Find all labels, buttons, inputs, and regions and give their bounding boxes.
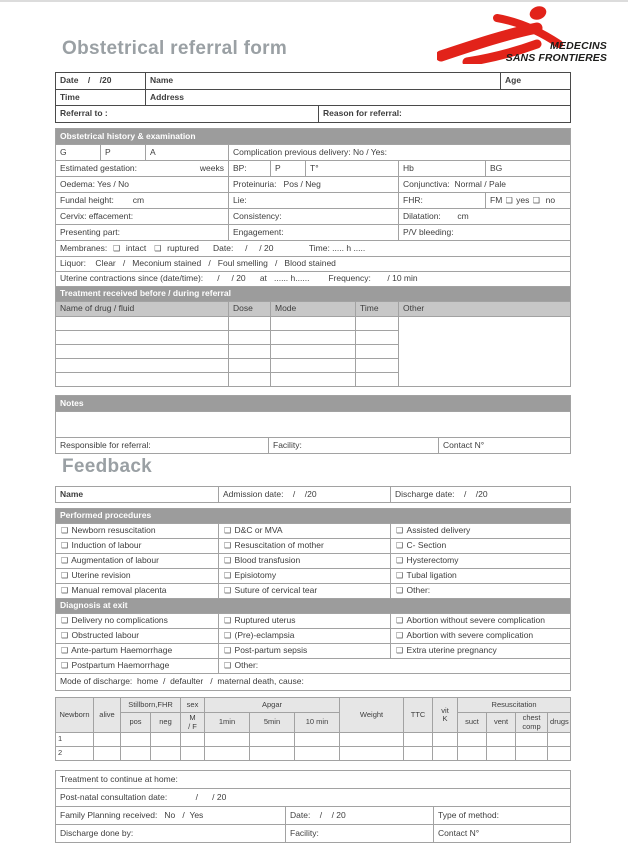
column-header: alive xyxy=(94,698,121,733)
table-cell: Admission date: / /20 xyxy=(219,487,391,503)
table-row xyxy=(56,509,571,524)
table-cell: ❑ Ruptured uterus xyxy=(219,614,391,629)
checkbox-icon: ❑ xyxy=(396,586,404,596)
table-cell: ❑ C- Section xyxy=(391,539,571,554)
notes-table xyxy=(55,395,570,454)
table-cell: Contact N° xyxy=(439,438,571,454)
section-header: Performed procedures xyxy=(56,509,571,524)
table-cell xyxy=(458,733,487,747)
column-header: drugs xyxy=(548,713,571,733)
table-row xyxy=(56,644,571,659)
table-row xyxy=(56,241,571,257)
column-header: Resuscitation xyxy=(458,698,571,713)
table-cell xyxy=(433,733,458,747)
table-cell xyxy=(229,359,271,373)
table-row xyxy=(56,487,571,503)
table-cell xyxy=(151,747,181,761)
newborn-table xyxy=(55,697,570,761)
checkbox-icon: ❑ xyxy=(224,631,232,641)
table-row xyxy=(56,674,571,691)
table-cell: ❑ Extra uterine pregnancy xyxy=(391,644,571,659)
table-cell: Conjunctiva: Normal / Pale xyxy=(399,177,571,193)
checkbox-icon: ❑ xyxy=(396,556,404,566)
table-cell: ❑ D&C or MVA xyxy=(219,524,391,539)
column-header: pos xyxy=(121,713,151,733)
column-header: Newborn xyxy=(56,698,94,733)
table-cell: ❑ Resuscitation of mother xyxy=(219,539,391,554)
table-cell xyxy=(121,747,151,761)
msf-wordmark-line1: MEDECINS xyxy=(549,40,607,52)
table-cell xyxy=(271,359,356,373)
table-cell xyxy=(229,373,271,387)
table-row xyxy=(56,257,571,272)
table-row xyxy=(56,659,571,674)
table-cell: ❑ Tubal ligation xyxy=(391,569,571,584)
table-row xyxy=(56,129,571,145)
table-row xyxy=(56,161,571,177)
msf-runner-head-icon xyxy=(528,6,548,22)
table-row xyxy=(56,747,571,761)
table-row xyxy=(56,524,571,539)
procedures-diagnosis-table xyxy=(55,508,571,691)
table-row xyxy=(56,789,571,807)
table-cell: Family Planning received: No / Yes xyxy=(56,807,286,825)
table-cell xyxy=(404,733,433,747)
table-cell: ❑ Postpartum Haemorrhage xyxy=(56,659,219,674)
table-cell xyxy=(250,733,295,747)
treatment-received-table xyxy=(55,286,571,387)
table-row xyxy=(56,733,571,747)
table-cell: Proteinuria: Pos / Neg xyxy=(229,177,399,193)
table-cell: BP: xyxy=(229,161,271,177)
column-header: Stillborn,FHR xyxy=(121,698,181,713)
table-row xyxy=(56,629,571,644)
table-row xyxy=(56,713,571,733)
table-cell: Reason for referral: xyxy=(319,106,571,123)
section-header: Obstetrical history & examination xyxy=(56,129,571,145)
checkbox-icon: ❑ xyxy=(61,571,69,581)
table-cell: Contact N° xyxy=(434,825,571,843)
table-cell: Cervix: effacement: xyxy=(56,209,229,225)
column-header: vent xyxy=(487,713,516,733)
checkbox-icon: ❑ xyxy=(224,526,232,536)
table-row xyxy=(56,569,571,584)
table-cell xyxy=(356,373,399,387)
table-cell xyxy=(94,747,121,761)
table-cell: ❑ Suture of cervical tear xyxy=(219,584,391,599)
column-header: Other xyxy=(399,302,571,317)
table-cell xyxy=(56,373,229,387)
table-cell: ❑ Obstructed labour xyxy=(56,629,219,644)
table-row xyxy=(56,539,571,554)
table-cell: Estimated gestation: weeks xyxy=(56,161,229,177)
table-row xyxy=(56,193,571,209)
table-cell xyxy=(56,359,229,373)
table-cell: ❑ Uterine revision xyxy=(56,569,219,584)
table-row xyxy=(56,90,571,106)
table-cell xyxy=(56,345,229,359)
checkbox-icon: ❑ xyxy=(396,646,404,656)
table-cell xyxy=(548,733,571,747)
table-row xyxy=(56,807,571,825)
table-cell xyxy=(356,317,399,331)
table-cell xyxy=(229,345,271,359)
table-cell xyxy=(340,747,404,761)
table-cell xyxy=(340,733,404,747)
obstetrical-history-table xyxy=(55,128,571,287)
table-cell: Fundal height: cm xyxy=(56,193,229,209)
table-cell: Name xyxy=(56,487,219,503)
discharge-table xyxy=(55,770,571,843)
table-cell: ❑ (Pre)-eclampsia xyxy=(219,629,391,644)
table-cell: Hb xyxy=(399,161,486,177)
table-cell: T° xyxy=(306,161,399,177)
column-header: vit K xyxy=(433,698,458,733)
obstetrical-history-table xyxy=(55,128,570,287)
page-edge xyxy=(0,0,628,2)
checkbox-icon: ❑ xyxy=(532,195,540,205)
table-row xyxy=(56,599,571,614)
checkbox-icon: ❑ xyxy=(396,631,404,641)
patient-info-table xyxy=(55,72,570,123)
checkbox-icon: ❑ xyxy=(61,616,69,626)
table-cell xyxy=(271,345,356,359)
table-cell: Presenting part: xyxy=(56,225,229,241)
feedback-name-table xyxy=(55,486,571,503)
patient-info-table xyxy=(55,72,571,123)
table-cell: ❑ Manual removal placenta xyxy=(56,584,219,599)
checkbox-icon: ❑ xyxy=(396,571,404,581)
column-header: Weight xyxy=(340,698,404,733)
table-cell: P/V bleeding: xyxy=(399,225,571,241)
table-cell: BG xyxy=(486,161,571,177)
table-cell: ❑ Augmentation of labour xyxy=(56,554,219,569)
procedures-diagnosis-table xyxy=(55,508,570,691)
table-row xyxy=(56,272,571,287)
table-cell xyxy=(433,747,458,761)
table-row xyxy=(56,438,571,454)
column-header: 5min xyxy=(250,713,295,733)
table-row xyxy=(56,396,571,412)
table-row xyxy=(56,302,571,317)
table-cell xyxy=(56,331,229,345)
table-cell xyxy=(151,733,181,747)
table-row xyxy=(56,825,571,843)
checkbox-icon: ❑ xyxy=(224,616,232,626)
table-cell: Facility: xyxy=(286,825,434,843)
table-cell xyxy=(271,317,356,331)
table-cell xyxy=(121,733,151,747)
column-header: Apgar xyxy=(205,698,340,713)
table-cell xyxy=(271,373,356,387)
column-header: TTC xyxy=(404,698,433,733)
table-cell: Treatment to continue at home: xyxy=(56,771,571,789)
table-cell: Uterine contractions since (date/time): / / 20 at ...... h...... Frequency: / 10 min xyxy=(56,272,571,287)
table-cell xyxy=(356,345,399,359)
table-row xyxy=(56,209,571,225)
table-cell: ❑ Ante-partum Haemorrhage xyxy=(56,644,219,659)
table-cell: ❑ Other: xyxy=(219,659,571,674)
discharge-table xyxy=(55,770,570,843)
table-cell xyxy=(295,747,340,761)
table-cell: Facility: xyxy=(269,438,439,454)
checkbox-icon: ❑ xyxy=(61,556,69,566)
column-header: Name of drug / fluid xyxy=(56,302,229,317)
table-cell: G xyxy=(56,145,101,161)
checkbox-icon: ❑ xyxy=(224,661,232,671)
section-header: Treatment received before / during referral xyxy=(56,287,571,302)
table-cell xyxy=(458,747,487,761)
column-header: Time xyxy=(356,302,399,317)
checkbox-icon: ❑ xyxy=(61,646,69,656)
table-row xyxy=(56,614,571,629)
table-cell xyxy=(399,317,571,387)
feedback-title: Feedback xyxy=(62,456,153,477)
table-cell: Discharge done by: xyxy=(56,825,286,843)
checkbox-icon: ❑ xyxy=(396,616,404,626)
table-row xyxy=(56,177,571,193)
table-cell xyxy=(516,733,548,747)
msf-logo xyxy=(437,6,609,64)
table-cell xyxy=(516,747,548,761)
table-cell: ❑ Hysterectomy xyxy=(391,554,571,569)
table-cell xyxy=(404,747,433,761)
table-cell: ❑ Induction of labour xyxy=(56,539,219,554)
table-cell xyxy=(205,747,250,761)
checkbox-icon: ❑ xyxy=(154,243,162,253)
msf-wordmark-line2: SANS FRONTIERES xyxy=(505,52,607,64)
table-row xyxy=(56,73,571,90)
table-cell: ❑ Post-partum sepsis xyxy=(219,644,391,659)
table-cell: ❑ Abortion with severe complication xyxy=(391,629,571,644)
table-cell: Mode of discharge: home / defaulter / maternal death, cause: xyxy=(56,674,571,691)
table-cell: Type of method: xyxy=(434,807,571,825)
table-row xyxy=(56,771,571,789)
table-cell xyxy=(356,331,399,345)
column-header: Mode xyxy=(271,302,356,317)
table-cell: Liquor: Clear / Meconium stained / Foul smelling / Blood stained xyxy=(56,257,571,272)
table-cell: ❑ Blood transfusion xyxy=(219,554,391,569)
table-cell: ❑ Delivery no complications xyxy=(56,614,219,629)
checkbox-icon: ❑ xyxy=(224,541,232,551)
checkbox-icon: ❑ xyxy=(224,556,232,566)
checkbox-icon: ❑ xyxy=(61,631,69,641)
section-header: Diagnosis at exit xyxy=(56,599,571,614)
table-row xyxy=(56,554,571,569)
column-header: M / F xyxy=(181,713,205,733)
table-cell xyxy=(229,331,271,345)
table-cell xyxy=(487,747,516,761)
table-cell: P xyxy=(271,161,306,177)
table-cell: ❑ Episiotomy xyxy=(219,569,391,584)
table-cell: Name xyxy=(146,73,501,90)
table-row xyxy=(56,698,571,713)
table-cell: Membranes: ❑ intact ❑ ruptured Date: / / 20 Time: ..... h ..... xyxy=(56,241,571,257)
checkbox-icon: ❑ xyxy=(61,526,69,536)
table-cell xyxy=(205,733,250,747)
table-row xyxy=(56,145,571,161)
column-header: chest comp xyxy=(516,713,548,733)
table-cell xyxy=(229,317,271,331)
treatment-received-table xyxy=(55,286,570,387)
table-cell xyxy=(548,747,571,761)
checkbox-icon: ❑ xyxy=(61,661,69,671)
table-cell: FM ❑ yes ❑ no xyxy=(486,193,571,209)
section-header: Notes xyxy=(56,396,571,412)
column-header: 10 min xyxy=(295,713,340,733)
table-cell: ❑ Abortion without severe complication xyxy=(391,614,571,629)
table-cell: Engagement: xyxy=(229,225,399,241)
checkbox-icon: ❑ xyxy=(396,541,404,551)
table-cell: Age xyxy=(501,73,571,90)
table-cell: Date / /20 xyxy=(56,73,146,90)
table-cell: ❑ Assisted delivery xyxy=(391,524,571,539)
table-cell xyxy=(181,747,205,761)
newborn-table xyxy=(55,697,571,761)
table-cell: P xyxy=(101,145,146,161)
table-cell: Responsible for referral: xyxy=(56,438,269,454)
page-title: Obstetrical referral form xyxy=(62,38,288,59)
column-header: neg xyxy=(151,713,181,733)
table-cell xyxy=(94,733,121,747)
column-header: sex xyxy=(181,698,205,713)
table-cell xyxy=(56,412,571,438)
table-cell xyxy=(487,733,516,747)
table-row xyxy=(56,287,571,302)
column-header: Dose xyxy=(229,302,271,317)
table-cell: ❑ Newborn resuscitation xyxy=(56,524,219,539)
table-cell xyxy=(356,359,399,373)
checkbox-icon: ❑ xyxy=(112,243,121,253)
table-cell: Dilatation: cm xyxy=(399,209,571,225)
table-row xyxy=(56,225,571,241)
table-cell: Complication previous delivery: No / Yes: xyxy=(229,145,571,161)
checkbox-icon: ❑ xyxy=(224,586,232,596)
column-header: 1min xyxy=(205,713,250,733)
table-cell: 1 xyxy=(56,733,94,747)
checkbox-icon: ❑ xyxy=(396,526,404,536)
table-cell xyxy=(56,317,229,331)
table-row xyxy=(56,106,571,123)
table-cell: Lie: xyxy=(229,193,399,209)
table-cell: Consistency: xyxy=(229,209,399,225)
table-cell: Address xyxy=(146,90,571,106)
table-cell xyxy=(250,747,295,761)
table-cell: Date: / / 20 xyxy=(286,807,434,825)
feedback-name-table xyxy=(55,486,570,503)
checkbox-icon: ❑ xyxy=(505,195,513,205)
table-cell: A xyxy=(146,145,229,161)
table-cell: Discharge date: / /20 xyxy=(391,487,571,503)
table-cell xyxy=(271,331,356,345)
table-cell xyxy=(295,733,340,747)
notes-table xyxy=(55,395,571,454)
table-cell: Referral to : xyxy=(56,106,319,123)
table-cell: FHR: xyxy=(399,193,486,209)
table-cell: ❑ Other: xyxy=(391,584,571,599)
table-cell: Time xyxy=(56,90,146,106)
table-row xyxy=(56,317,571,331)
checkbox-icon: ❑ xyxy=(61,586,69,596)
table-row xyxy=(56,412,571,438)
table-row xyxy=(56,584,571,599)
column-header: suct xyxy=(458,713,487,733)
checkbox-icon: ❑ xyxy=(61,541,69,551)
table-cell: Oedema: Yes / No xyxy=(56,177,229,193)
checkbox-icon: ❑ xyxy=(224,646,232,656)
table-cell xyxy=(181,733,205,747)
table-cell: Post-natal consultation date: / / 20 xyxy=(56,789,571,807)
checkbox-icon: ❑ xyxy=(224,571,232,581)
table-cell: 2 xyxy=(56,747,94,761)
